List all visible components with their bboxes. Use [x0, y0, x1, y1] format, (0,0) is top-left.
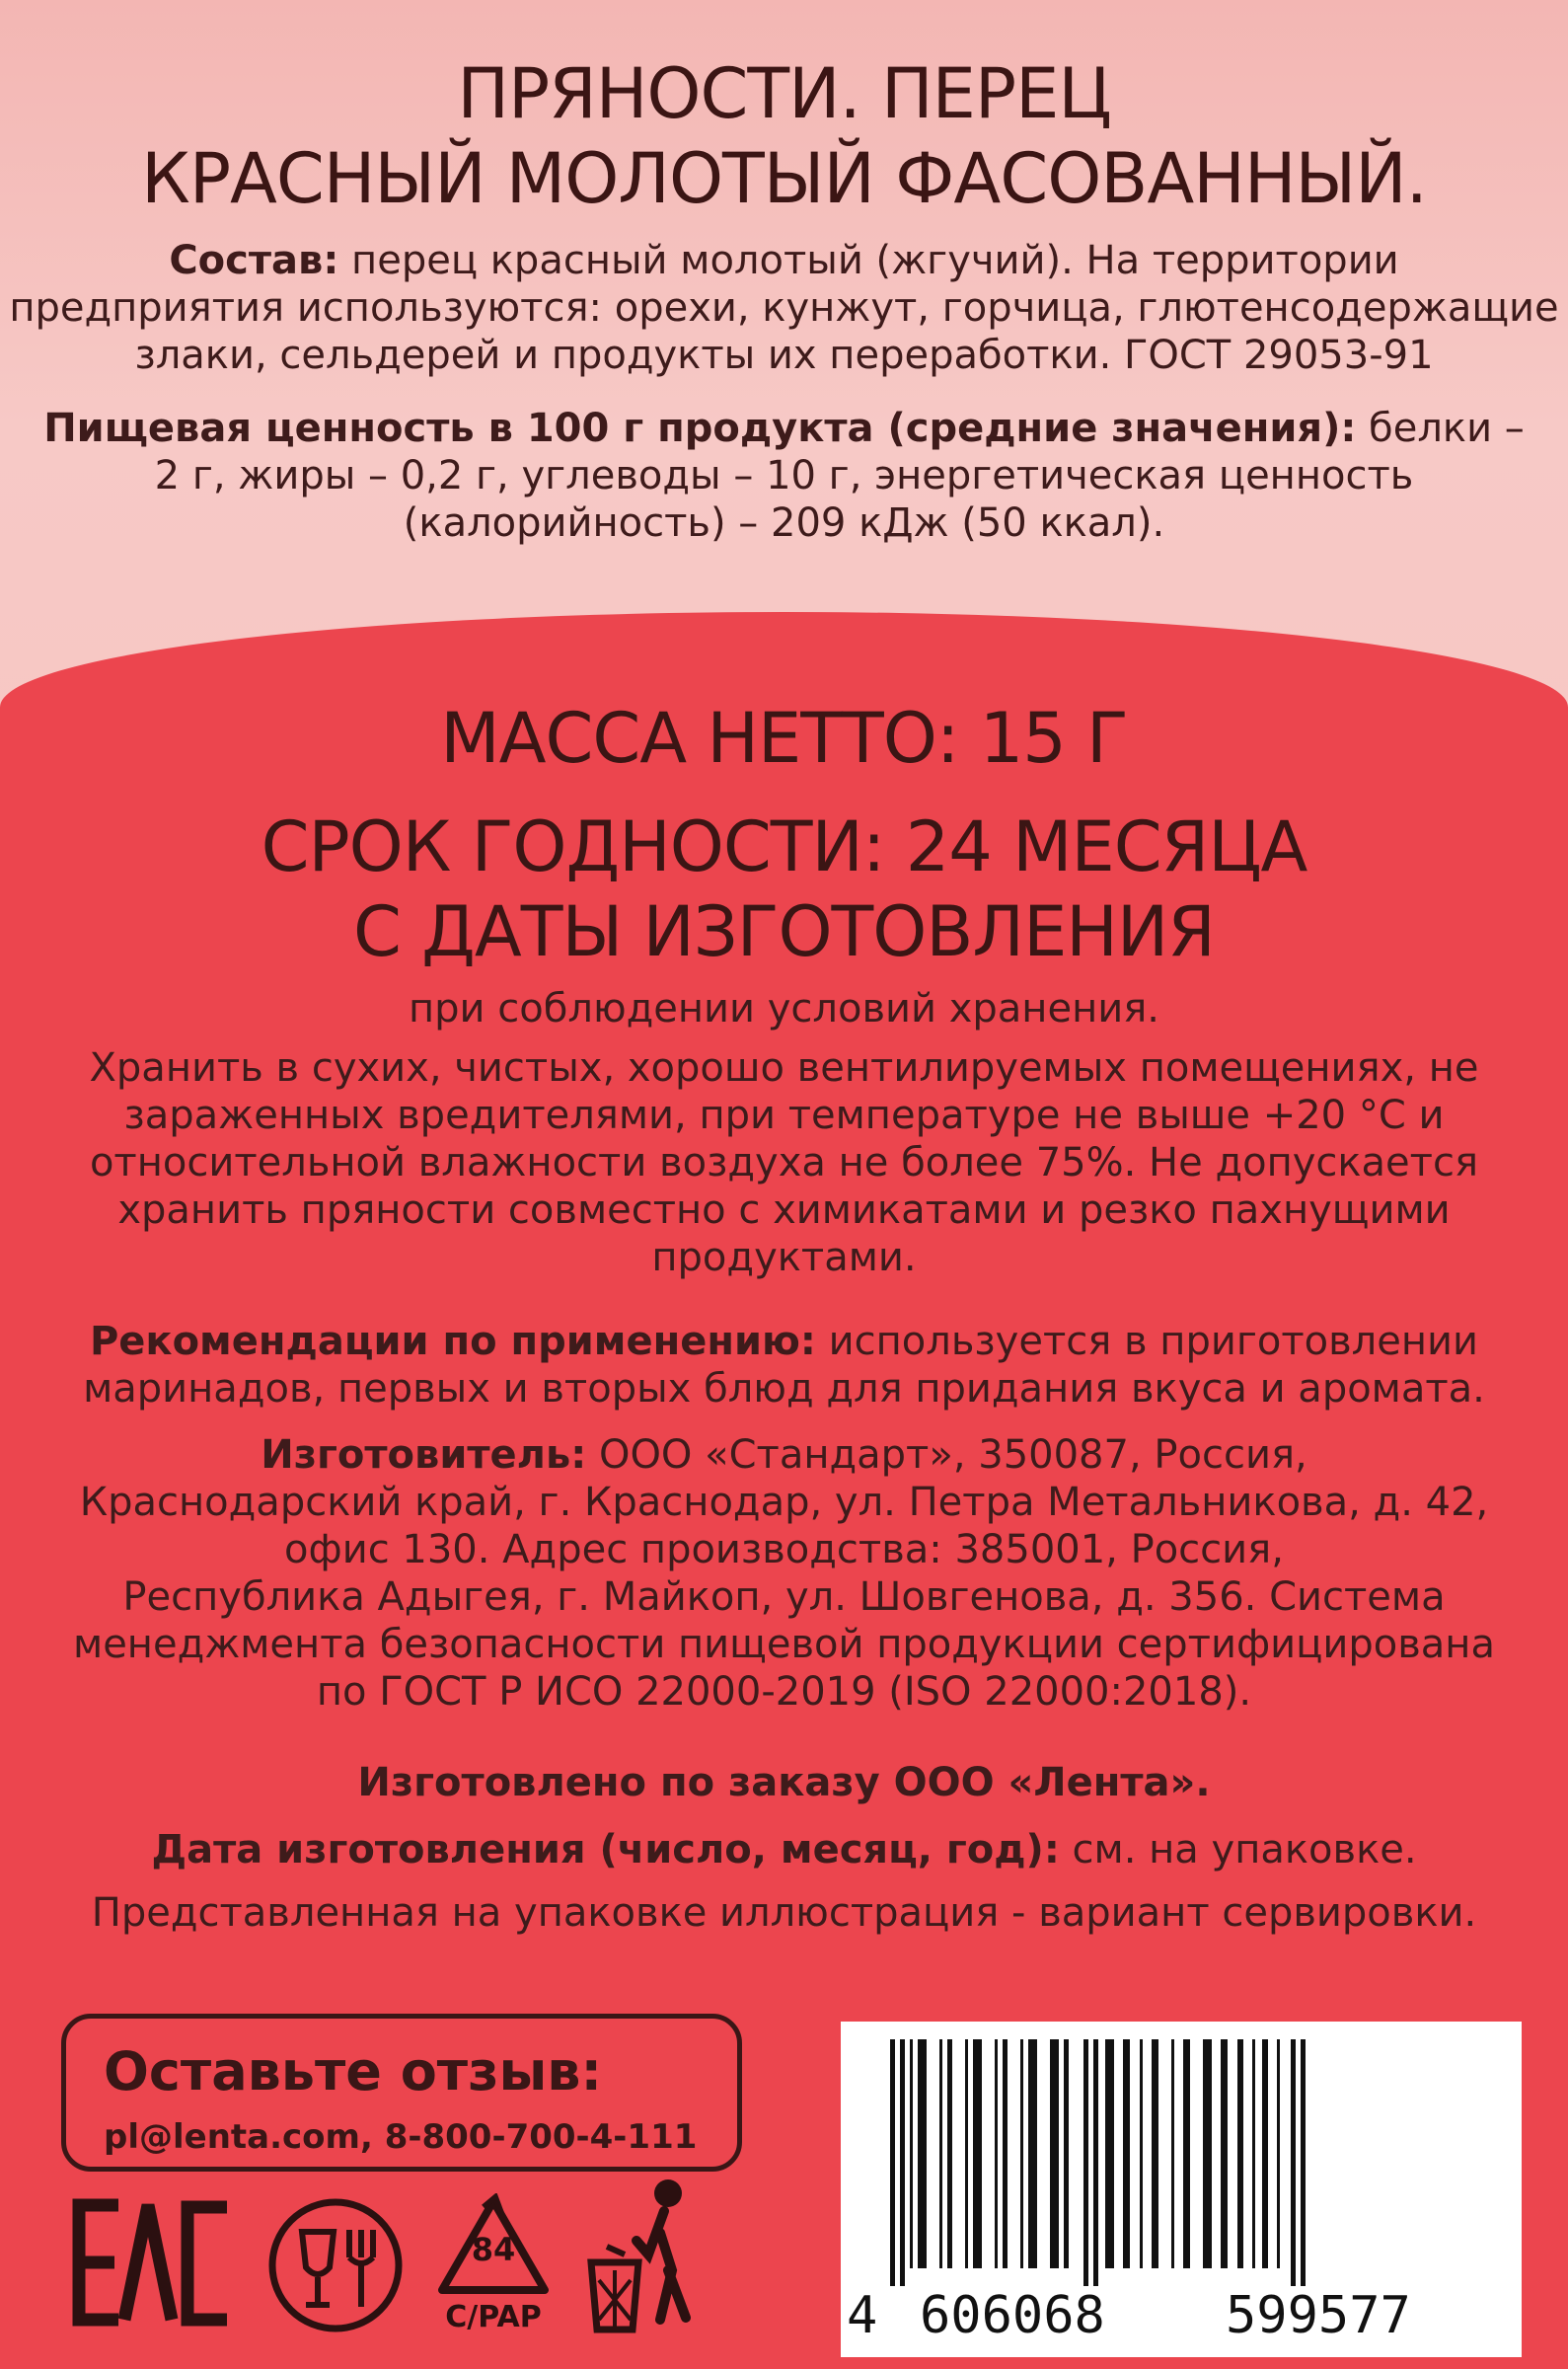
barcode-bar — [1291, 2039, 1296, 2286]
product-title — [0, 51, 1568, 221]
barcode-bar — [973, 2039, 982, 2268]
shelf-life — [0, 804, 1568, 974]
recycle-icon — [434, 2193, 553, 2341]
composition-line-3: злаки, сельдерей и продукты их переработки. ГОСТ 29053-91 — [134, 333, 1434, 378]
barcode-bar — [1252, 2039, 1255, 2268]
manufacture-date — [0, 1826, 1568, 1873]
barcode-bar — [1123, 2039, 1130, 2268]
barcode-bar — [1237, 2039, 1243, 2268]
barcode-bar — [1152, 2039, 1158, 2268]
storage-line-1: Хранить в сухих, чистых, хорошо вентилируемых помещениях, не — [89, 1045, 1479, 1091]
barcode-bar — [1064, 2039, 1069, 2268]
manufacturer-line-4: Республика Адыгея, г. Майкоп, ул. Шовгенова, д. 356. Система — [122, 1574, 1446, 1620]
manufacturer-text: ООО «Стандарт», 350087, Россия, — [586, 1432, 1307, 1478]
barcode-bar — [918, 2039, 927, 2268]
composition-label: Состав: — [169, 238, 339, 283]
barcode-bar — [1083, 2039, 1088, 2286]
barcode-bar — [1093, 2039, 1098, 2286]
barcode-bar — [1171, 2039, 1174, 2268]
barcode-bar — [1140, 2039, 1143, 2268]
manufacturer-block — [0, 1431, 1568, 1716]
barcode-bar — [1050, 2039, 1059, 2268]
nutrition-block — [0, 405, 1568, 547]
storage-line-5: продуктами. — [651, 1235, 917, 1280]
barcode-first-digit: 4 — [847, 2286, 878, 2345]
feedback-title: Оставьте отзыв: — [104, 2040, 603, 2102]
barcode-bar — [910, 2039, 913, 2268]
barcode-bar — [900, 2039, 905, 2286]
barcode-bar — [1028, 2039, 1037, 2268]
feedback-box — [61, 2014, 742, 2172]
storage-block — [0, 1044, 1568, 1281]
manufacture-date-label: Дата изготовления (число, месяц, год): — [151, 1827, 1060, 1872]
composition-line-2: предприятия используются: орехи, кунжут, горчица, глютенсодержащие — [9, 285, 1559, 331]
net-mass: МАССА НЕТТО: 15 Г — [440, 698, 1128, 779]
manufacturer-line-2: Краснодарский край, г. Краснодар, ул. Петра Метальникова, д. 42, — [79, 1480, 1489, 1525]
recommendations-text: используется в приготовлении — [815, 1319, 1478, 1364]
nutrition-line-3: (калорийность) – 209 кДж (50 ккал). — [403, 500, 1165, 546]
shelf-life-line-1: СРОК ГОДНОСТИ: 24 МЕСЯЦА — [261, 806, 1307, 887]
barcode-bar — [1301, 2039, 1306, 2286]
recommendations-block — [0, 1318, 1568, 1413]
storage-line-3: относительной влажности воздуха не более 75%. Не допускается — [89, 1140, 1479, 1185]
ordered-by: Изготовлено по заказу ООО «Лента». — [357, 1760, 1211, 1805]
barcode-bar — [1221, 2039, 1228, 2268]
barcode-bar — [890, 2039, 895, 2286]
nutrition-label: Пищевая ценность в 100 г продукта (средние значения): — [43, 406, 1357, 451]
composition-block — [0, 237, 1568, 379]
title-line-1: ПРЯНОСТИ. ПЕРЕЦ — [457, 53, 1111, 134]
recycle-material: C/PAP — [445, 2300, 542, 2334]
barcode-group-2: 599577 — [1226, 2286, 1411, 2345]
barcode-bar — [1020, 2039, 1023, 2268]
shelf-life-note: при соблюдении условий хранения. — [409, 986, 1159, 1032]
storage-line-2: зараженных вредителями, при температуре не выше +20 °С и — [123, 1093, 1445, 1138]
manufacture-date-text: см. на упаковке. — [1059, 1827, 1417, 1872]
barcode-group-1: 606068 — [920, 2286, 1105, 2345]
manufacturer-line-5: менеджмента безопасности пищевой продукции сертифицирована — [73, 1622, 1495, 1667]
storage-line-4: хранить пряности совместно с химикатами и резко пахнущими — [117, 1187, 1451, 1233]
barcode-bar — [947, 2039, 952, 2268]
composition-text: перец красный молотый (жгучий). На территории — [338, 238, 1399, 283]
barcode-bar — [1262, 2039, 1268, 2268]
barcode-bar — [1277, 2039, 1280, 2268]
title-line-2: КРАСНЫЙ МОЛОТЫЙ ФАСОВАННЫЙ. — [141, 138, 1427, 219]
barcode-bar — [1003, 2039, 1008, 2268]
recommendations-label: Рекомендации по применению: — [89, 1319, 816, 1364]
nutrition-text: белки – — [1356, 406, 1525, 451]
feedback-contact: pl@lenta.com, 8-800-700-4-111 — [104, 2117, 698, 2157]
manufacturer-label: Изготовитель: — [261, 1432, 587, 1478]
shelf-life-line-2: С ДАТЫ ИЗГОТОВЛЕНИЯ — [353, 891, 1215, 972]
barcode-bars — [870, 2039, 1492, 2286]
illustration-note: Представленная на упаковке иллюстрация - вариант сервировки. — [91, 1890, 1477, 1936]
barcode-bar — [965, 2039, 968, 2268]
barcode-bar — [1105, 2039, 1114, 2268]
manufacturer-line-6: по ГОСТ Р ИСО 22000-2019 (ISO 22000:2018). — [316, 1669, 1252, 1715]
tidyman-icon — [577, 2172, 706, 2339]
nutrition-line-2: 2 г, жиры – 0,2 г, углеводы – 10 г, энергетическая ценность — [154, 453, 1414, 498]
recycle-code: 84 — [471, 2231, 516, 2268]
barcode-bar — [1203, 2039, 1212, 2268]
manufacturer-line-3: офис 130. Адрес производства: 385001, Россия, — [284, 1527, 1284, 1572]
barcode-bar — [939, 2039, 942, 2268]
eac-icon — [69, 2193, 237, 2331]
barcode — [841, 2022, 1522, 2357]
glass-fork-icon — [266, 2196, 405, 2334]
barcode-bar — [1183, 2039, 1190, 2268]
barcode-bar — [995, 2039, 998, 2268]
recommendations-line-2: маринадов, первых и вторых блюд для придания вкуса и аромата. — [83, 1366, 1485, 1412]
